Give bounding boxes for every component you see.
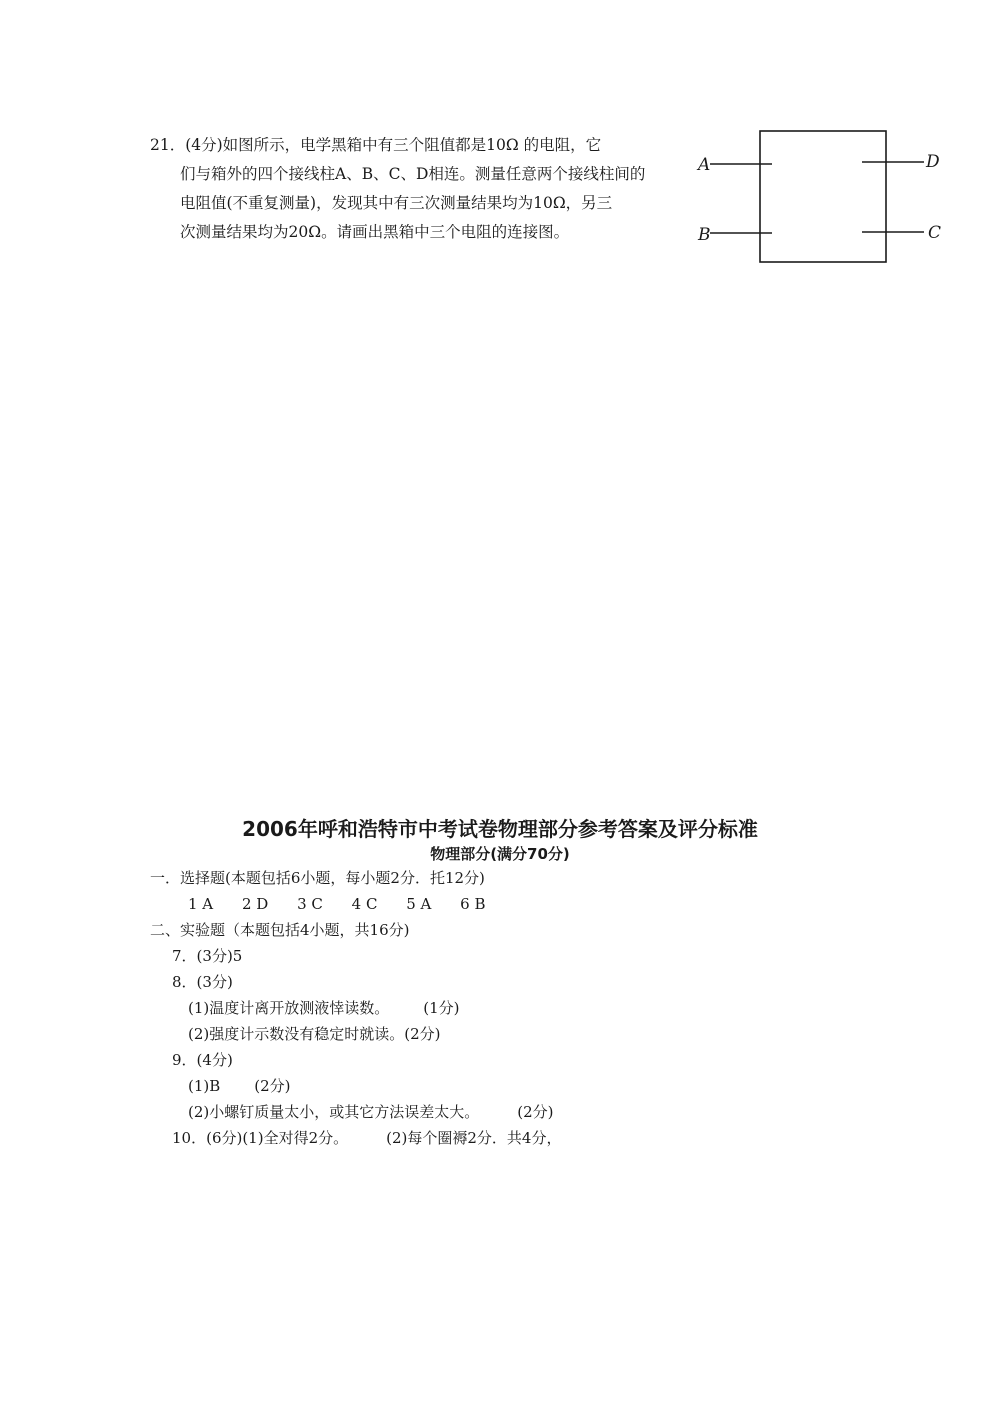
question-21-line-1: 21．(4分)如图所示，电学黑箱中有三个阻值都是10Ω 的电阻，它 — [150, 136, 602, 154]
answer-key-subtitle: 物理部分(满分70分) — [430, 845, 570, 863]
answer-q8-heading: 8．(3分) — [172, 973, 233, 991]
question-21-line-2: 们与箱外的四个接线柱A、B、C、D相连。测量任意两个接线柱间的 — [180, 165, 646, 183]
choice-answers — [150, 891, 850, 917]
answer-q9-part-2-text: (2)小螺钉质量太小，或其它方法误差太大。 — [188, 1103, 480, 1121]
answer-q9-part-2-score: (2分) — [517, 1103, 554, 1121]
answer-q8-part-2: (2)强度计示数没有稳定时就读。(2分) — [188, 1025, 441, 1043]
answer-q8-part-1-score: (1分) — [423, 999, 460, 1017]
answer-key-title: 2006年呼和浩特市中考试卷物理部分参考答案及评分标准 — [242, 817, 758, 841]
question-21 — [150, 131, 690, 247]
answer-q8-part-1 — [150, 995, 850, 1021]
answer-q10-part-2: (2)每个圈褥2分．共4分， — [386, 1129, 562, 1147]
answer-q9-part-1-text: (1)B — [188, 1077, 221, 1095]
answer-key — [150, 865, 850, 1151]
section-1-heading: 一．选择题(本题包括6小题，每小题2分．托12分) — [150, 869, 485, 887]
section-2-heading: 二、实验题（本题包括4小题，共16分) — [150, 921, 410, 939]
choice-answer: 3 C — [297, 895, 323, 913]
black-box-diagram — [690, 120, 960, 280]
answer-q10 — [150, 1125, 850, 1151]
answer-q10-part-1: 10．(6分)(1)全对得2分。 — [172, 1129, 349, 1147]
choice-answer: 4 C — [351, 895, 378, 913]
answer-q9-part-1 — [150, 1073, 850, 1099]
choice-answer: 5 A — [406, 895, 432, 913]
black-box-figure — [690, 120, 960, 280]
terminal-b-label: B — [698, 225, 711, 245]
black-box — [760, 131, 886, 262]
answer-q9-part-2 — [150, 1099, 850, 1125]
choice-answer: 1 A — [188, 895, 214, 913]
choice-answer: 6 B — [460, 895, 486, 913]
question-21-line-4: 次测量结果均为20Ω。请画出黑箱中三个电阻的连接图。 — [180, 223, 570, 241]
answer-q9-part-1-score: (2分) — [254, 1077, 291, 1095]
terminal-d-label: D — [926, 152, 940, 172]
terminal-a-label: A — [698, 155, 711, 175]
answer-q8-part-1-text: (1)温度计离开放测液悻读数。 — [188, 999, 390, 1017]
answer-q7: 7．(3分)5 — [172, 947, 243, 965]
terminal-c-label: C — [928, 223, 942, 243]
question-21-line-3: 电阻值(不重复测量)，发现其中有三次测量结果均为10Ω，另三 — [180, 194, 613, 212]
choice-answer: 2 D — [241, 895, 269, 913]
answer-q9-heading: 9．(4分) — [172, 1051, 233, 1069]
